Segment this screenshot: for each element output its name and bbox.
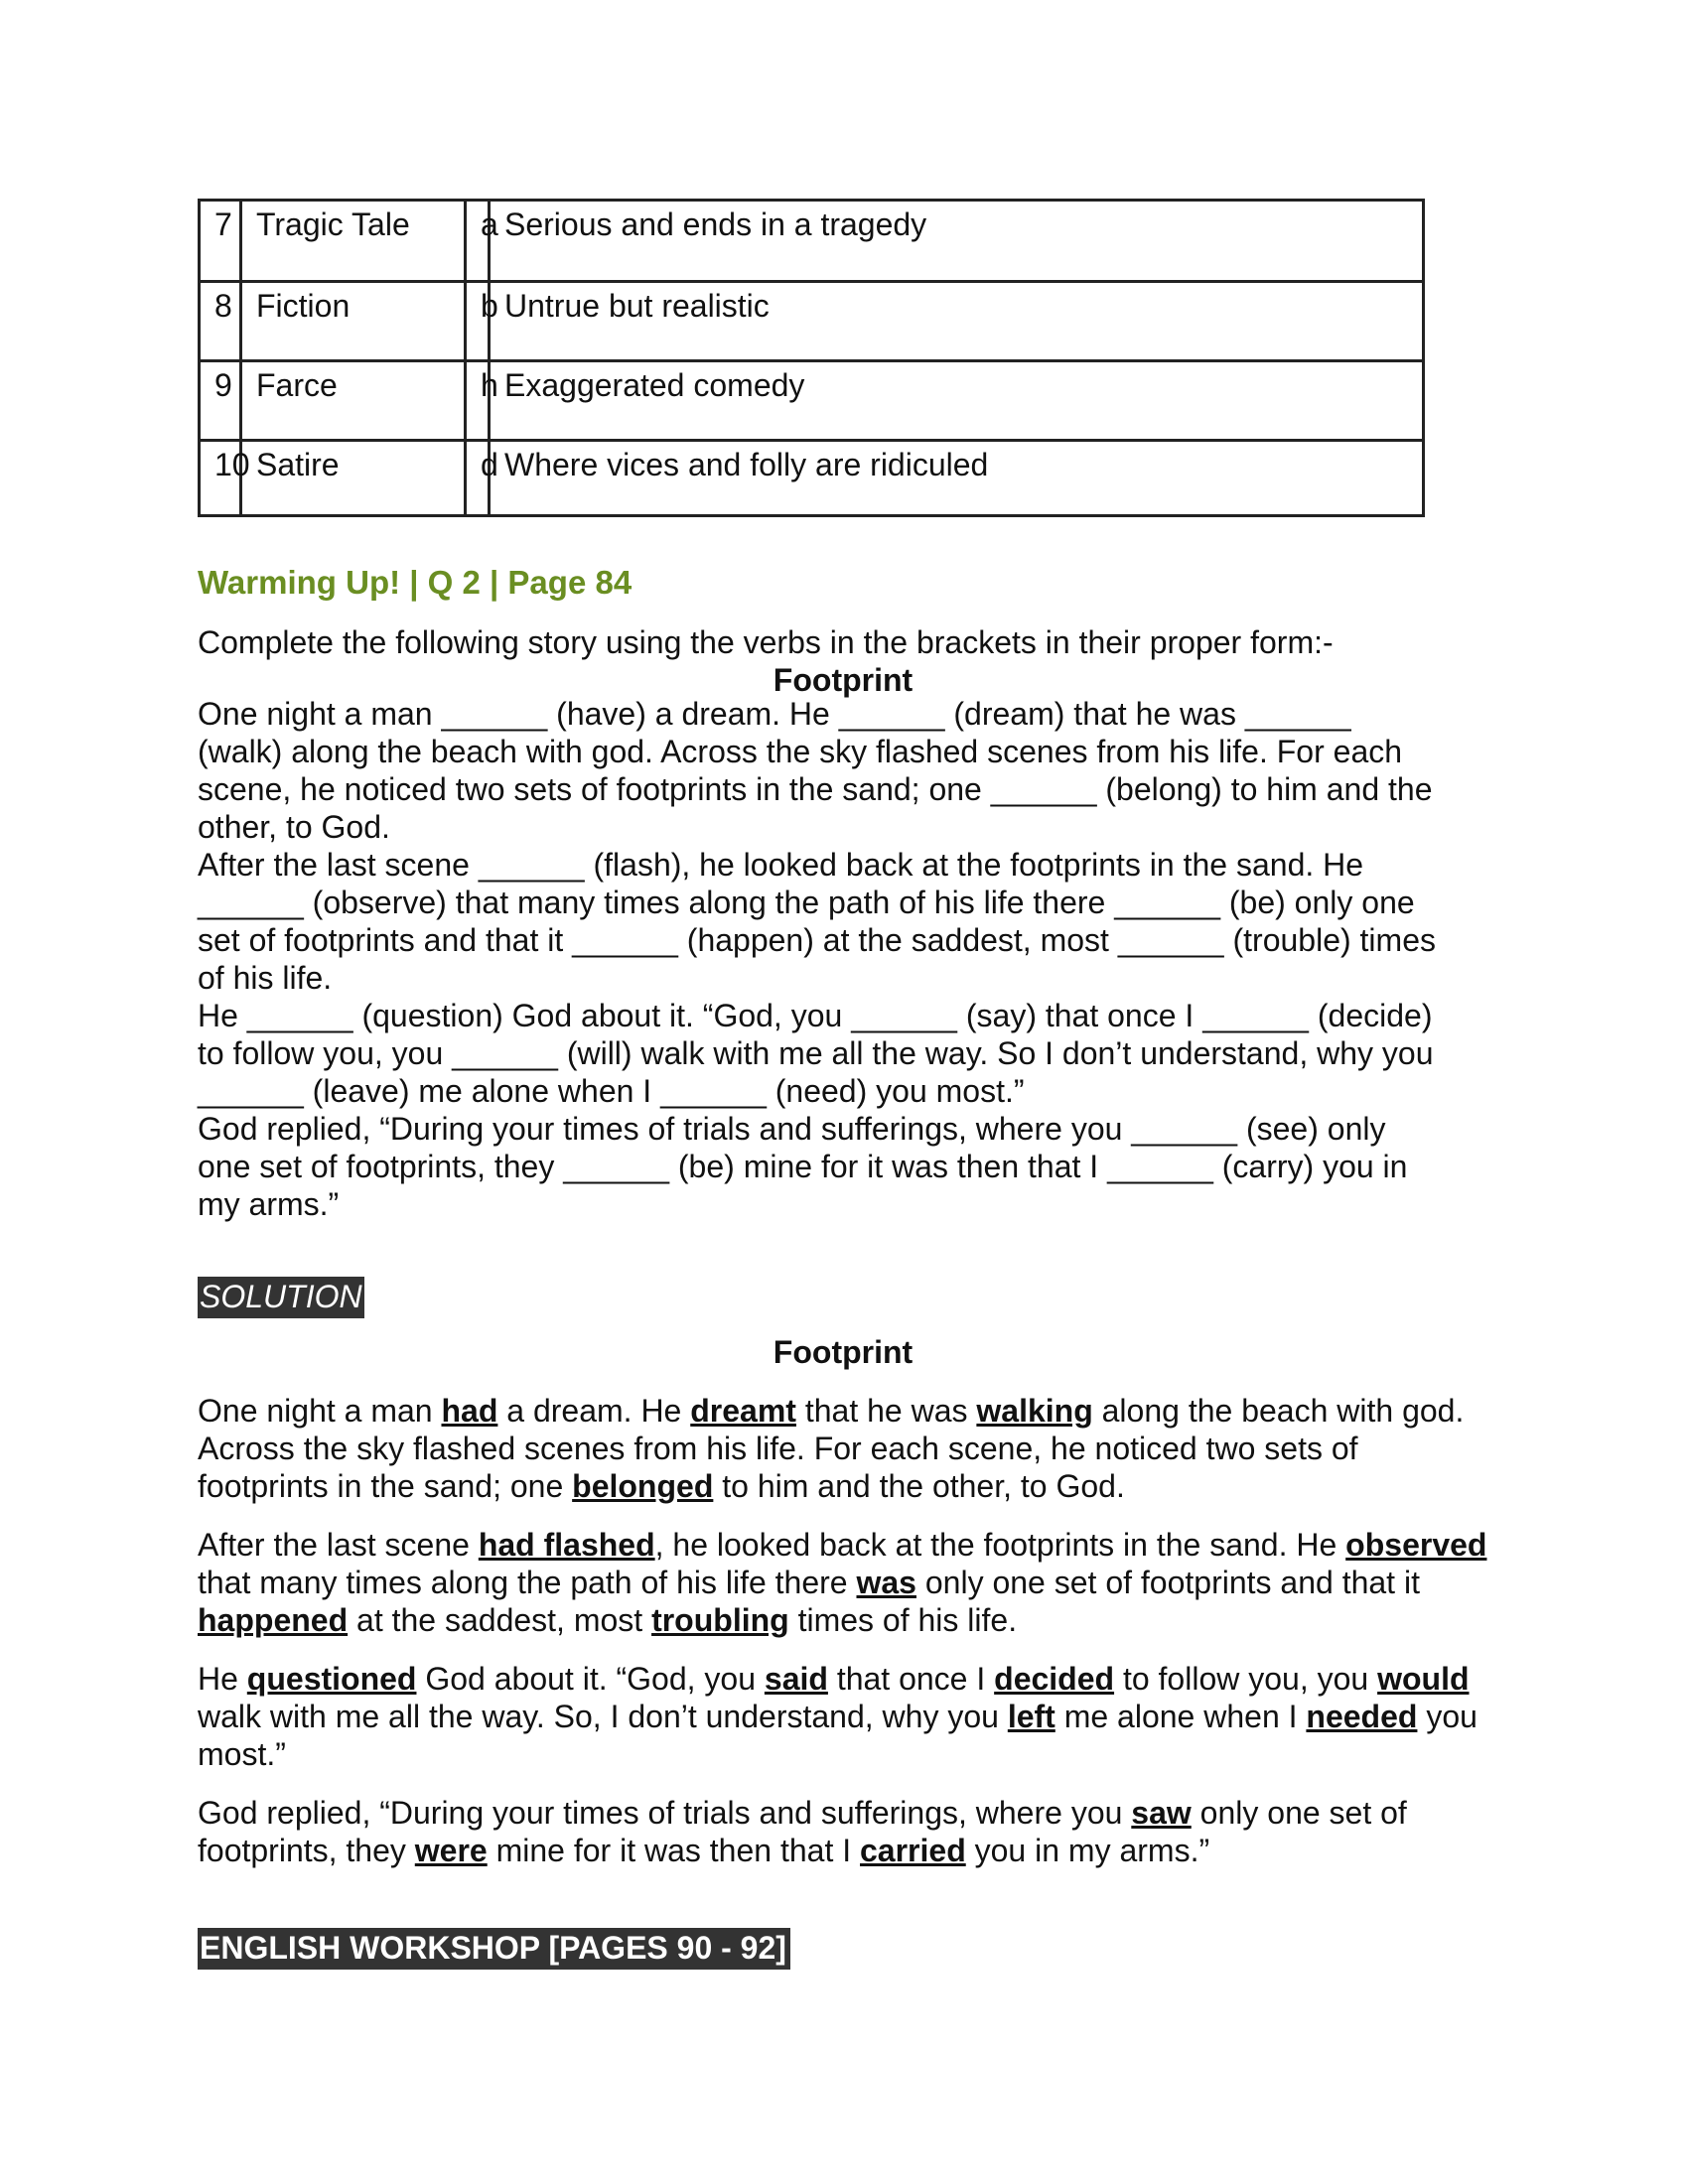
story-line: He ______ (question) God about it. “God, you ______ (say) that once I ______ (decide)	[198, 998, 1433, 1033]
question-heading: Warming Up! | Q 2 | Page 84	[198, 564, 633, 601]
answer-word: were	[414, 1833, 488, 1868]
text: a dream. He	[497, 1393, 691, 1429]
meaning: Untrue but realistic	[490, 282, 1424, 361]
answer-word: belonged	[572, 1468, 714, 1504]
answer-word: carried	[860, 1833, 966, 1868]
text: only one set of footprints, they	[198, 1795, 1407, 1868]
solution-paragraph	[198, 1660, 1488, 1773]
story-line: one set of footprints, they ______ (be) mine for it was then that I ______ (carry) you in	[198, 1149, 1408, 1184]
term: Satire	[241, 441, 466, 516]
solution-paragraph	[198, 1526, 1488, 1639]
story-line: ______ (observe) that many times along the path of his life there ______ (be) only one	[198, 885, 1415, 920]
text: , he looked back at the footprints in the sand. He	[654, 1527, 1346, 1563]
row-number: 7	[200, 201, 241, 282]
term: Farce	[241, 361, 466, 441]
solution-paragraph	[198, 1392, 1488, 1505]
answer-word: dreamt	[690, 1393, 796, 1429]
text: times of his life.	[788, 1602, 1018, 1638]
table-row	[200, 282, 1424, 361]
document-page	[198, 199, 1488, 1966]
instruction-text: Complete the following story using the verbs in the brackets in their proper form:-	[198, 624, 1334, 660]
text: He	[198, 1661, 247, 1697]
answer-word: was	[856, 1565, 916, 1600]
answer-letter: a	[466, 201, 490, 282]
story-line: (walk) along the beach with god. Across the sky flashed scenes from his life. For each	[198, 734, 1403, 769]
text: walk with me all the way. So, I don’t understand, why you	[198, 1699, 1008, 1734]
text: God about it. “God, you	[416, 1661, 765, 1697]
text: me alone when I	[1055, 1699, 1307, 1734]
answer-word: happened	[198, 1602, 349, 1638]
answer-word: troubling	[651, 1602, 789, 1638]
text: After the last scene	[198, 1527, 479, 1563]
text: God replied, “During your times of trials and sufferings, where you	[198, 1795, 1132, 1831]
text: at the saddest, most	[348, 1602, 652, 1638]
meaning: Exaggerated comedy	[490, 361, 1424, 441]
story-line: One night a man ______ (have) a dream. He ______ (dream) that he was ______	[198, 696, 1351, 732]
story-line: scene, he noticed two sets of footprints in the sand; one ______ (belong) to him and the	[198, 771, 1433, 807]
answer-word: observed	[1345, 1527, 1487, 1563]
answer-word: would	[1377, 1661, 1470, 1697]
story-line: After the last scene ______ (flash), he looked back at the footprints in the sand. He	[198, 847, 1364, 883]
text: mine for it was then that I	[487, 1833, 860, 1868]
question-instruction	[198, 623, 1488, 699]
text: to follow you, you	[1114, 1661, 1378, 1697]
story-line: of his life.	[198, 960, 333, 996]
literary-terms-table	[198, 199, 1425, 517]
meaning: Serious and ends in a tragedy	[490, 201, 1424, 282]
fill-in-story	[198, 695, 1488, 1223]
term: Fiction	[241, 282, 466, 361]
story-title: Footprint	[773, 662, 914, 698]
answer-word: walking	[976, 1393, 1093, 1429]
answer-word: had flashed	[478, 1527, 655, 1563]
solution-label: SOLUTION	[198, 1277, 364, 1318]
text: only one set of footprints and that it	[915, 1565, 1420, 1600]
answer-letter: h	[466, 361, 490, 441]
table-row	[200, 361, 1424, 441]
row-number: 10	[200, 441, 241, 516]
story-line: ______ (leave) me alone when I ______ (need) you most.”	[198, 1073, 1025, 1109]
answer-word: decided	[994, 1661, 1115, 1697]
story-line: set of footprints and that it ______ (happen) at the saddest, most ______ (trouble) times	[198, 922, 1436, 958]
section-heading-workshop: ENGLISH WORKSHOP [PAGES 90 - 92]	[198, 1928, 790, 1970]
answer-word: had	[441, 1393, 498, 1429]
story-line: other, to God.	[198, 809, 390, 845]
text: that he was	[795, 1393, 977, 1429]
text: that once I	[827, 1661, 995, 1697]
answer-letter: d	[466, 441, 490, 516]
solution-paragraph	[198, 1794, 1488, 1869]
text: that many times along the path of his life there	[198, 1565, 857, 1600]
answer-word: needed	[1306, 1699, 1418, 1734]
row-number: 8	[200, 282, 241, 361]
solution-title: Footprint	[773, 1334, 914, 1370]
table-row	[200, 201, 1424, 282]
answer-word: saw	[1131, 1795, 1192, 1831]
story-line: God replied, “During your times of trials and sufferings, where you ______ (see) only	[198, 1111, 1386, 1147]
answer-word: said	[764, 1661, 828, 1697]
text: to him and the other, to God.	[713, 1468, 1125, 1504]
text: you in my arms.”	[965, 1833, 1210, 1868]
answer-word: questioned	[246, 1661, 417, 1697]
row-number: 9	[200, 361, 241, 441]
answer-letter: b	[466, 282, 490, 361]
text: along the beach with god. Across the sky flashed scenes from his life. For each scene, he noticed two sets of footprints in the sand; one	[198, 1393, 1465, 1504]
meaning: Where vices and folly are ridiculed	[490, 441, 1424, 516]
table-row	[200, 441, 1424, 516]
text: you most.”	[198, 1699, 1477, 1772]
term: Tragic Tale	[241, 201, 466, 282]
story-line: my arms.”	[198, 1186, 340, 1222]
story-line: to follow you, you ______ (will) walk with me all the way. So I don’t understand, why you	[198, 1035, 1434, 1071]
answer-word: left	[1007, 1699, 1055, 1734]
text: One night a man	[198, 1393, 442, 1429]
